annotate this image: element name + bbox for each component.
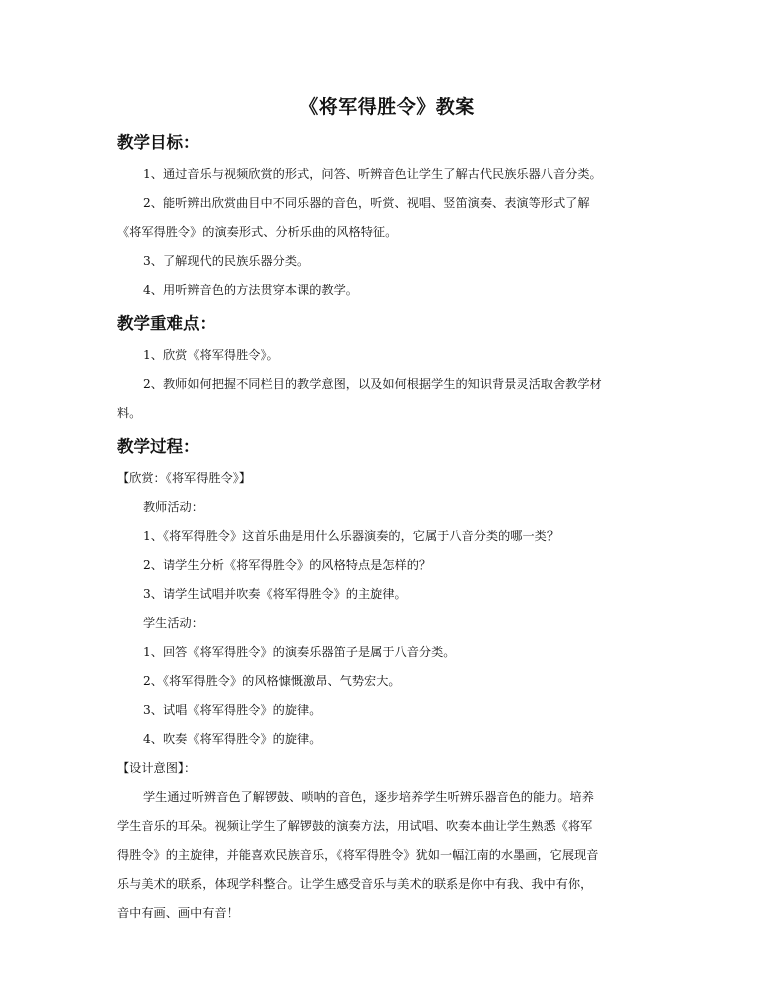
goal-item-continued: 《将军得胜令》的演奏形式、分析乐曲的风格特征。	[117, 225, 398, 239]
teacher-activity-item: 1、《将军得胜令》这首乐曲是用什么乐器演奏的，它属于八音分类的哪一类？	[143, 529, 560, 543]
goal-item: 2、能听辨出欣赏曲目中不同乐器的音色，听赏、视唱、竖笛演奏、表演等形式了解	[143, 196, 590, 210]
process-heading: 教学过程：	[117, 437, 200, 456]
student-activity-label: 学生活动：	[143, 616, 204, 630]
design-intent-line: 音中有画、画中有音！	[117, 906, 239, 920]
teacher-activity-item: 3、请学生试唱并吹奏《将军得胜令》的主旋律。	[143, 587, 407, 601]
design-intent-line: 学生通过听辨音色了解锣鼓、唢呐的音色，逐步培养学生听辨乐器音色的能力。培养	[143, 790, 594, 804]
teacher-activity-label: 教师活动：	[143, 500, 204, 514]
design-intent-label: 【设计意图】：	[117, 761, 197, 775]
teacher-activity-item: 2、请学生分析《将军得胜令》的风格特点是怎样的？	[143, 558, 432, 572]
student-activity-item: 4、吹奏《将军得胜令》的旋律。	[143, 732, 322, 746]
section-process	[117, 434, 657, 928]
goal-item: 3、了解现代的民族乐器分类。	[143, 254, 310, 268]
student-activity-item: 1、回答《将军得胜令》的演奏乐器笛子是属于八音分类。	[143, 645, 456, 659]
section-keypoints	[117, 311, 657, 428]
document-title: 《将军得胜令》教案	[299, 96, 475, 118]
keypoints-heading: 教学重难点：	[117, 314, 216, 333]
lesson-plan-page	[117, 92, 657, 928]
keypoint-item: 2、教师如何把握不同栏目的教学意图，以及如何根据学生的知识背景灵活取舍教学材	[143, 377, 602, 391]
design-intent-line: 乐与美术的联系，体现学科整合。让学生感受音乐与美术的联系是你中有我、我中有你，	[117, 877, 593, 891]
design-intent-line: 学生音乐的耳朵。视频让学生了解锣鼓的演奏方法，用试唱、吹奏本曲让学生熟悉《将军	[117, 819, 593, 833]
goals-heading: 教学目标：	[117, 133, 200, 152]
keypoint-item: 1、欣赏《将军得胜令》。	[143, 348, 279, 362]
goal-item: 4、用听辨音色的方法贯穿本课的教学。	[143, 283, 358, 297]
appreciation-label: 【欣赏：《将军得胜令》】	[117, 471, 252, 485]
section-goals	[117, 130, 657, 305]
keypoint-item-continued: 料。	[117, 406, 142, 420]
design-intent-line: 得胜令》的主旋律，并能喜欢民族音乐，《将军得胜令》犹如一幅江南的水墨画，它展现音	[117, 848, 599, 862]
student-activity-item: 3、试唱《将军得胜令》的旋律。	[143, 703, 322, 717]
student-activity-item: 2、《将军得胜令》的风格慷慨激昂、气势宏大。	[143, 674, 401, 688]
goal-item: 1、通过音乐与视频欣赏的形式，问答、听辨音色让学生了解古代民族乐器八音分类。	[143, 167, 602, 181]
